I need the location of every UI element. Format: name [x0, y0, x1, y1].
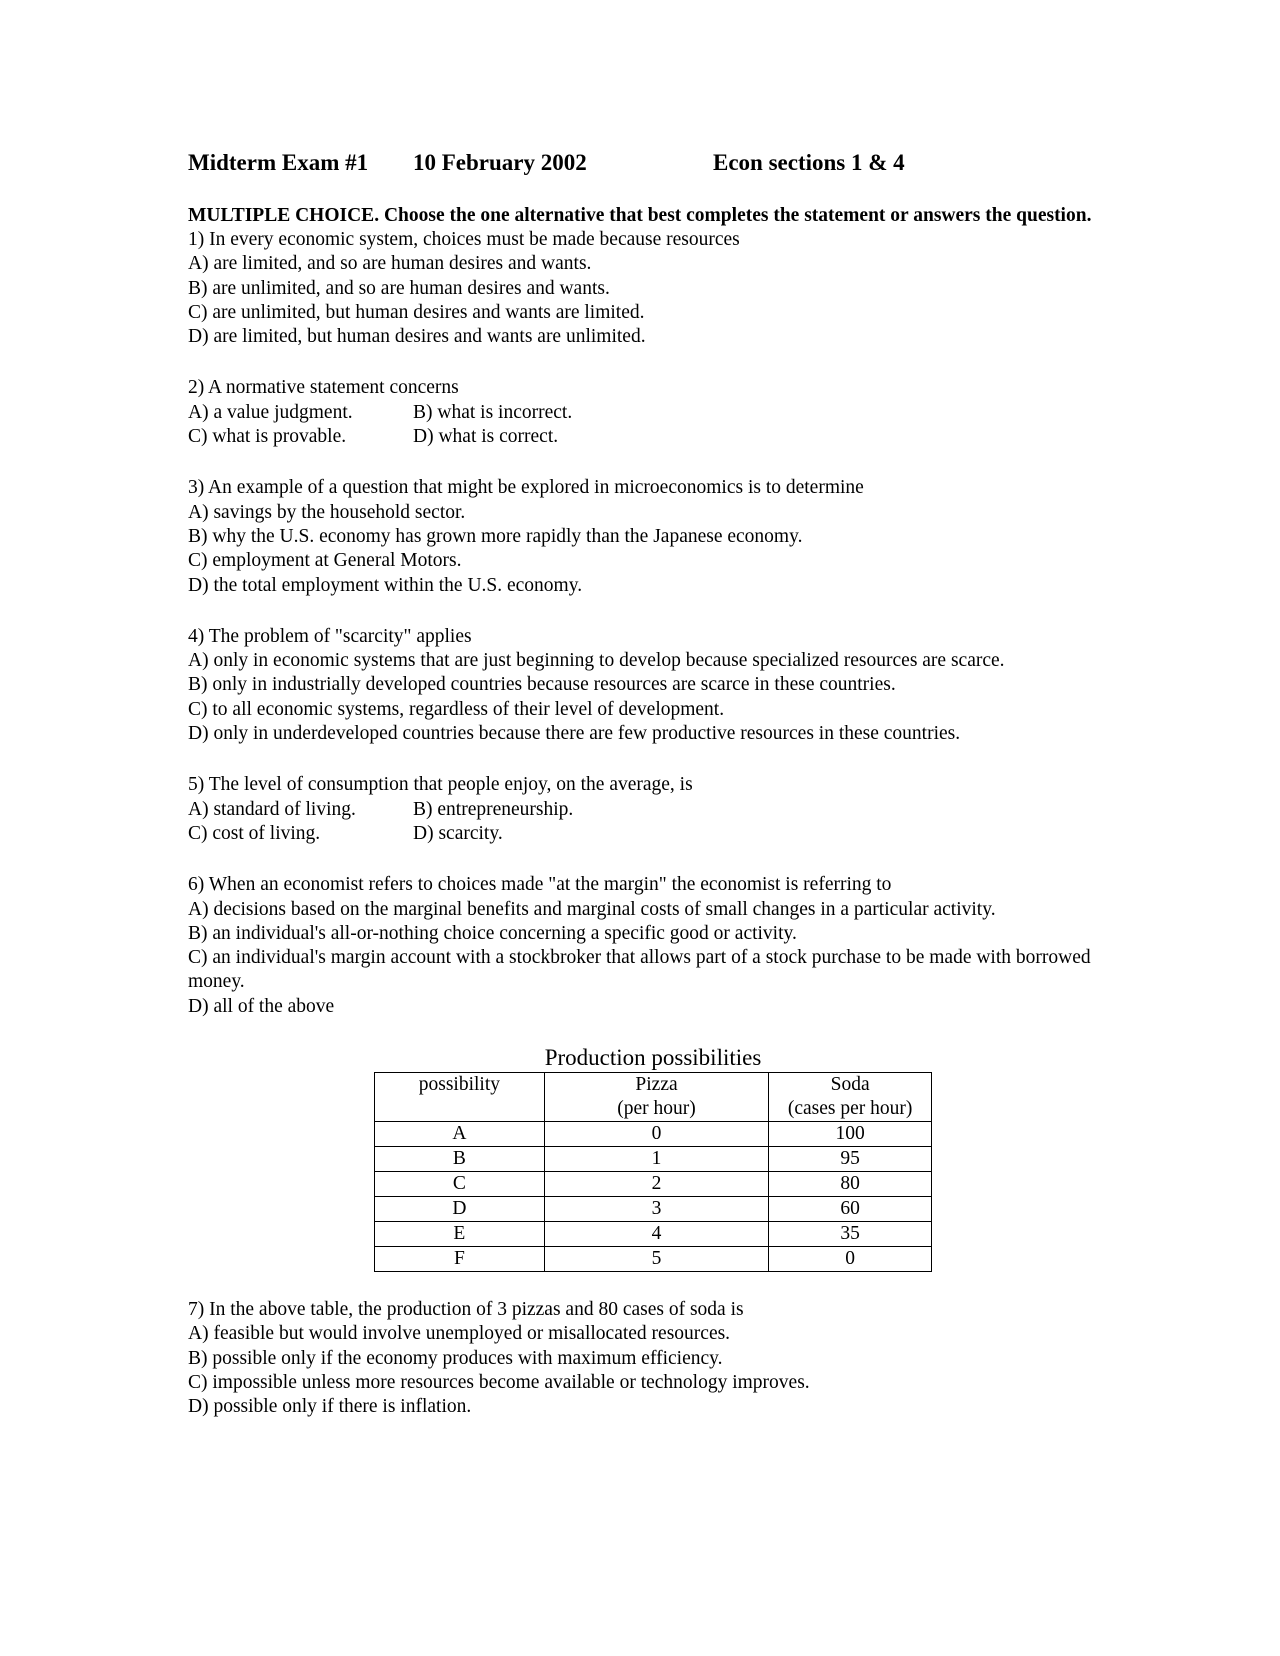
table-cell: 100	[769, 1122, 932, 1147]
table-cell: 0	[544, 1122, 769, 1147]
header-line: Soda	[830, 1074, 870, 1096]
table-cell: C	[375, 1172, 545, 1197]
table-cell: 60	[769, 1197, 932, 1222]
option-d: D) scarcity.	[413, 822, 503, 844]
table-row	[375, 1122, 932, 1147]
option-b: B) why the U.S. economy has grown more rapidly than the Japanese economy.	[188, 525, 803, 547]
question-stem: 5) The level of consumption that people enjoy, on the average, is	[188, 774, 693, 796]
exam-header	[188, 150, 1108, 180]
exam-sections: Econ sections 1 & 4	[713, 150, 905, 175]
table-cell: 4	[544, 1222, 769, 1247]
exam-title: Midterm Exam #1	[188, 150, 369, 175]
table-cell: 1	[544, 1147, 769, 1172]
option-a: A) savings by the household sector.	[188, 501, 466, 523]
option-b: B) what is incorrect.	[413, 401, 573, 423]
option-c: C) employment at General Motors.	[188, 550, 462, 572]
table-cell: F	[375, 1247, 545, 1272]
question-1	[188, 228, 1108, 349]
table-cell: E	[375, 1222, 545, 1247]
question-stem: 7) In the above table, the production of 3 pizzas and 80 cases of soda is	[188, 1299, 744, 1321]
option-a: A) decisions based on the marginal benefits and marginal costs of small changes in a particular activity.	[188, 898, 996, 920]
table-row	[375, 1222, 932, 1247]
option-c: C) an individual's margin account with a stockbroker that allows part of a stock purchase to be made with borrowed money.	[188, 947, 1091, 993]
table-title: Production possibilities	[544, 1045, 762, 1071]
option-d: D) only in underdeveloped countries because there are few productive resources in these countries.	[188, 723, 961, 745]
question-stem: 6) When an economist refers to choices made "at the margin" the economist is referring to	[188, 874, 892, 896]
table-cell: 95	[769, 1147, 932, 1172]
table-cell: B	[375, 1147, 545, 1172]
column-header-pizza	[544, 1073, 769, 1122]
question-4	[188, 625, 1108, 746]
option-c: C) what is provable.	[188, 426, 347, 448]
option-b: B) an individual's all-or-nothing choice concerning a specific good or activity.	[188, 922, 797, 944]
header-subline: (cases per hour)	[787, 1098, 913, 1120]
question-stem: 1) In every economic system, choices must be made because resources	[188, 229, 740, 250]
option-b: B) are unlimited, and so are human desires and wants.	[188, 277, 610, 299]
option-a: A) feasible but would involve unemployed or misallocated resources.	[188, 1323, 731, 1345]
table-row	[375, 1247, 932, 1272]
question-stem: 3) An example of a question that might be explored in microeconomics is to determine	[188, 477, 864, 499]
header-line: possibility	[418, 1074, 501, 1096]
data-table	[374, 1072, 932, 1272]
column-header-soda	[769, 1073, 932, 1122]
option-d: D) are limited, but human desires and wants are unlimited.	[188, 326, 646, 348]
header-subline: (per hour)	[617, 1098, 696, 1120]
question-5	[188, 773, 1108, 846]
table-cell: D	[375, 1197, 545, 1222]
option-a: A) are limited, and so are human desires and wants.	[188, 253, 592, 275]
table-row	[375, 1172, 932, 1197]
option-d: D) the total employment within the U.S. economy.	[188, 574, 583, 596]
header-line: Pizza	[635, 1074, 678, 1096]
option-d: D) what is correct.	[413, 426, 559, 448]
option-c: C) cost of living.	[188, 822, 321, 844]
column-header-possibility	[375, 1073, 545, 1122]
table-cell: 80	[769, 1172, 932, 1197]
exam-page	[188, 150, 1108, 1420]
question-6	[188, 873, 1108, 1019]
table-cell: 35	[769, 1222, 932, 1247]
option-c: C) are unlimited, but human desires and wants are limited.	[188, 301, 645, 323]
exam-date: 10 February 2002	[413, 150, 587, 175]
table-row	[375, 1147, 932, 1172]
table-cell: 0	[769, 1247, 932, 1272]
option-b: B) only in industrially developed countries because resources are scarce in these countries.	[188, 674, 896, 696]
option-a: A) a value judgment.	[188, 401, 353, 423]
option-a: A) standard of living.	[188, 798, 356, 820]
table-cell: 5	[544, 1247, 769, 1272]
option-b: B) entrepreneurship.	[413, 798, 574, 820]
option-c: C) impossible unless more resources become available or technology improves.	[188, 1371, 810, 1393]
option-b: B) possible only if the economy produces with maximum efficiency.	[188, 1347, 723, 1369]
table-cell: 2	[544, 1172, 769, 1197]
option-a: A) only in economic systems that are just beginning to develop because specialized resources are scarce.	[188, 650, 1005, 672]
option-c: C) to all economic systems, regardless of their level of development.	[188, 698, 725, 720]
table-row	[375, 1197, 932, 1222]
table-cell: 3	[544, 1197, 769, 1222]
question-7	[188, 1298, 1108, 1419]
production-possibilities-table	[374, 1045, 932, 1272]
table-cell: A	[375, 1122, 545, 1147]
table-header-row	[375, 1073, 932, 1122]
option-d: D) all of the above	[188, 995, 335, 1017]
question-stem: 2) A normative statement concerns	[188, 377, 459, 399]
question-stem: 4) The problem of "scarcity" applies	[188, 625, 472, 647]
option-d: D) possible only if there is inflation.	[188, 1396, 472, 1418]
instructions: MULTIPLE CHOICE. Choose the one alternative that best completes the statement or answers the question.	[188, 205, 1092, 226]
question-3	[188, 476, 1108, 597]
question-2	[188, 376, 1108, 449]
